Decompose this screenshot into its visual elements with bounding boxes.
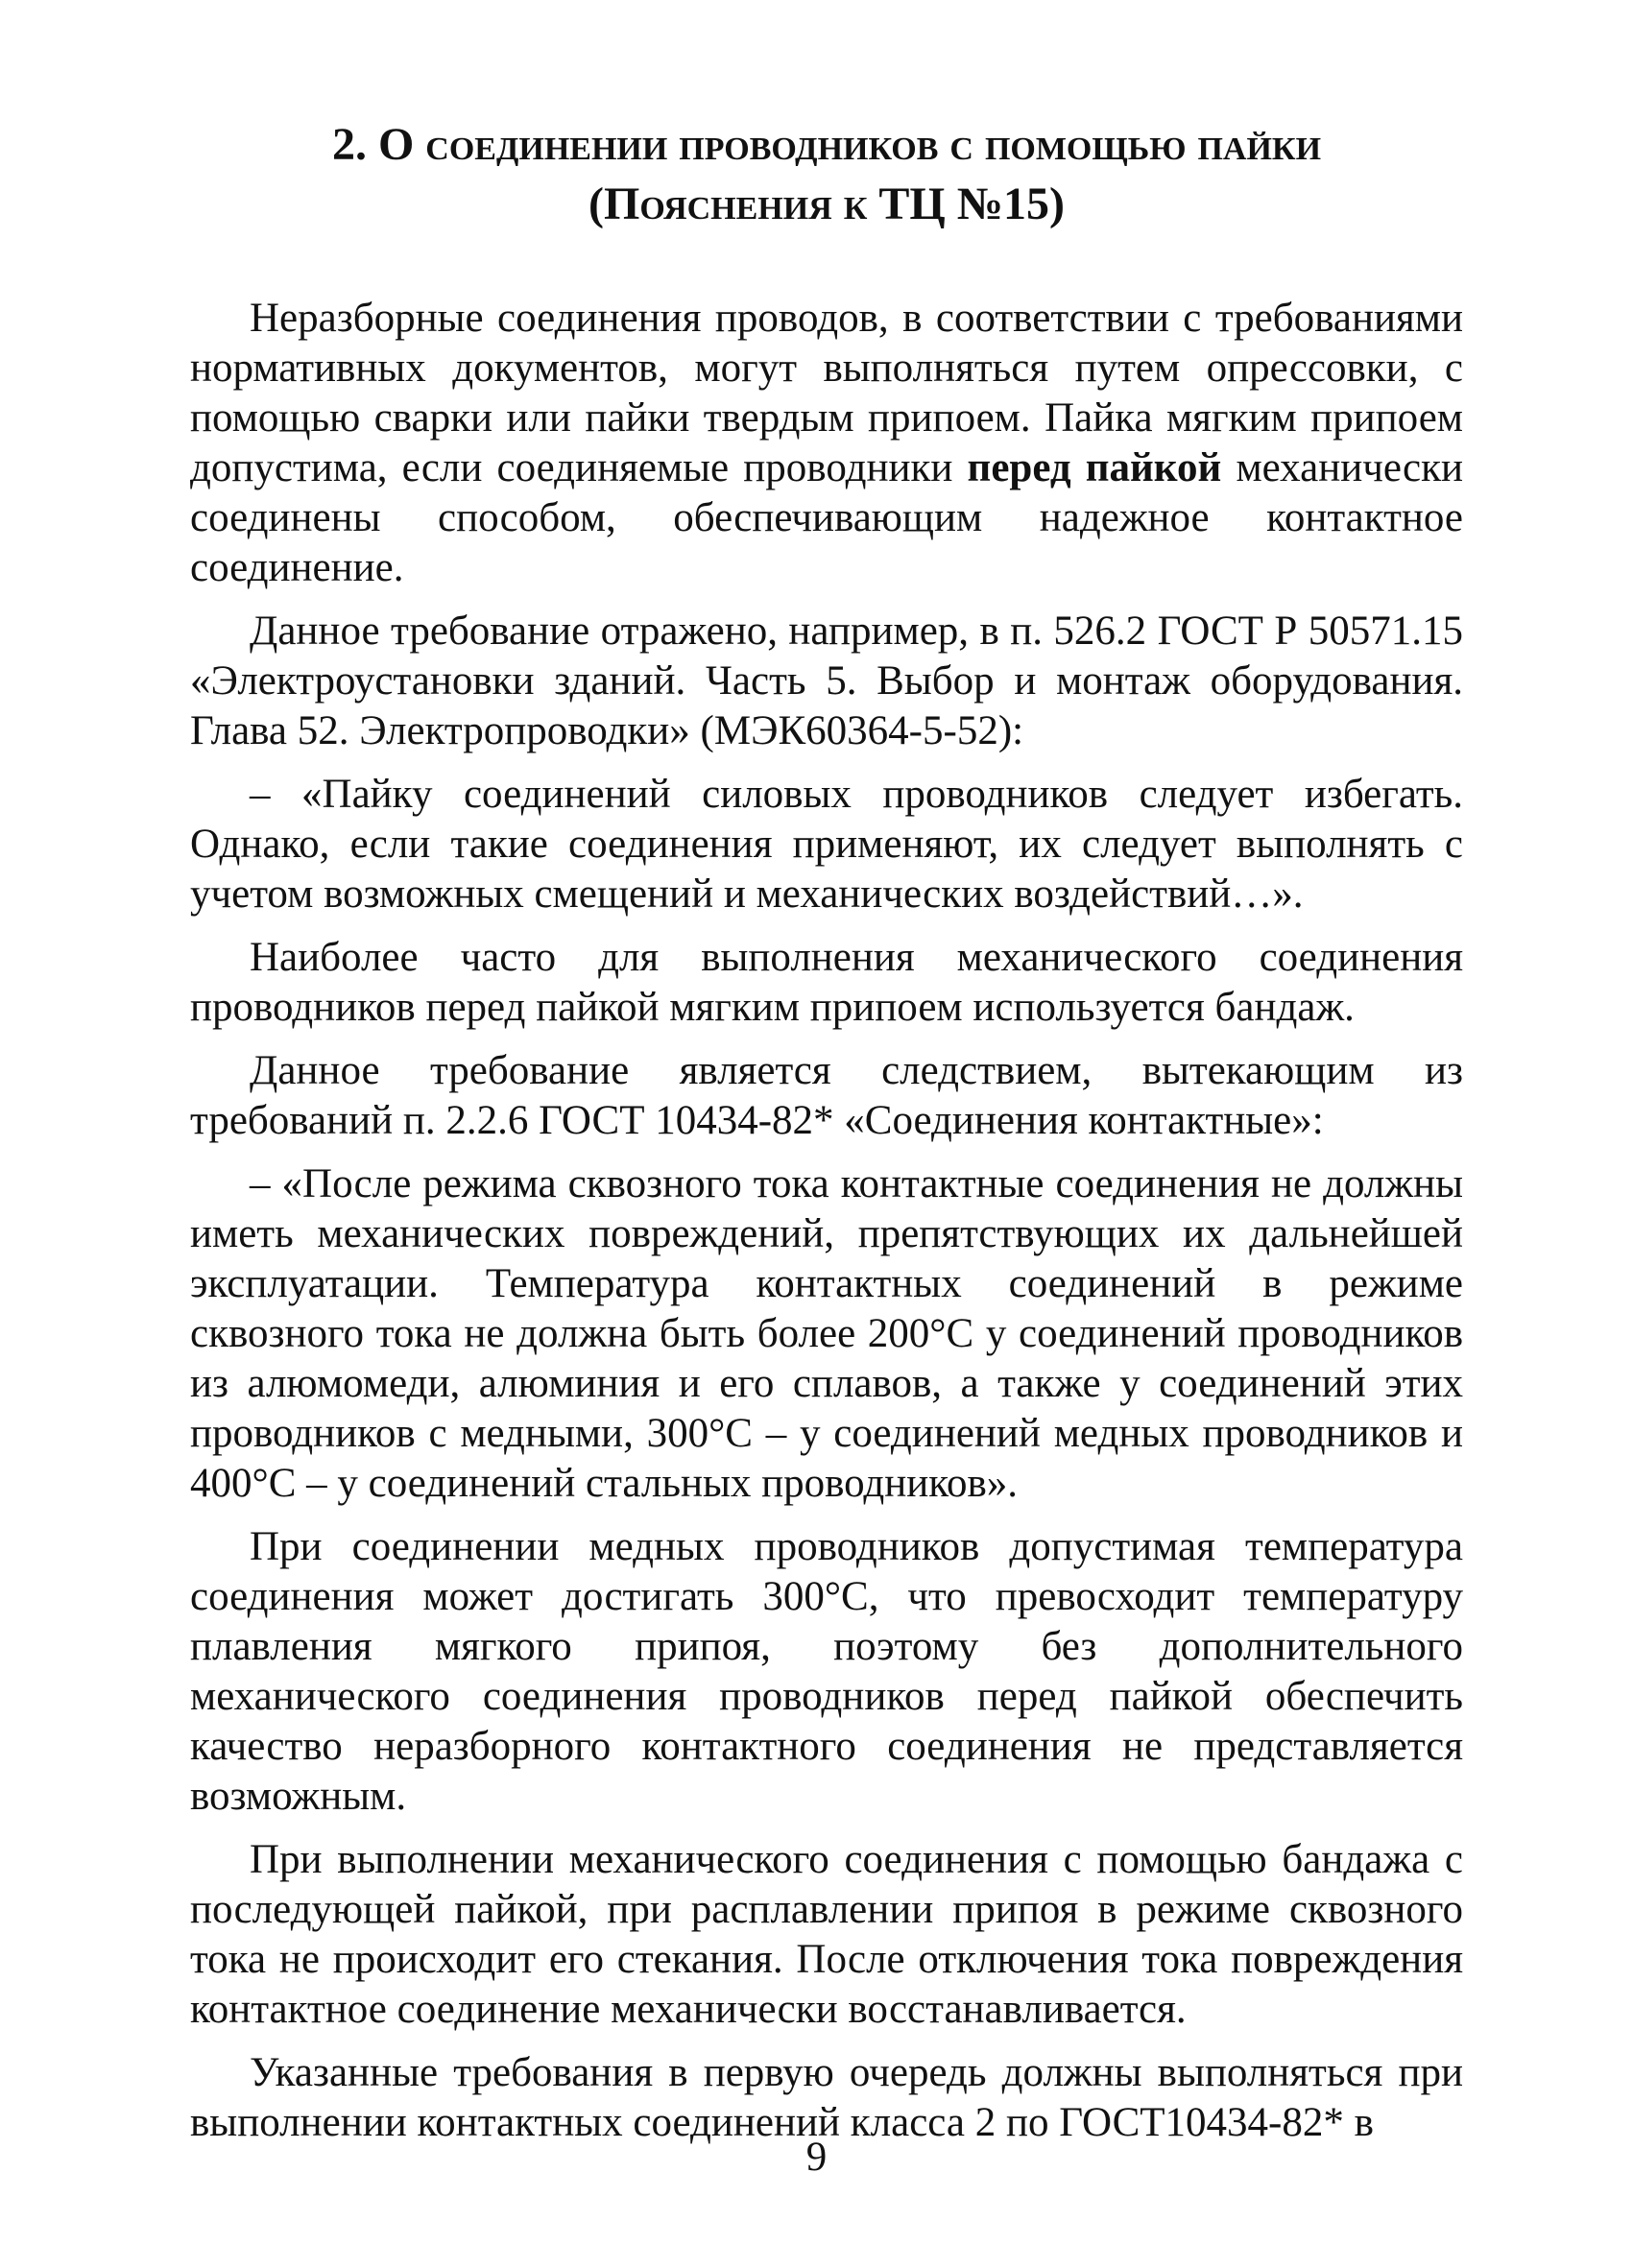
- paragraph-8: При выполнении механического соединения с помощью бандажа с последующей пайкой, при расплавлении припоя в режиме сквозного тока не происходит его стекания. После отключения тока повреждения контактное соединение механически восстанавливается.: [190, 1837, 1463, 2032]
- paragraph-2: Данное требование отражено, например, в п. 526.2 ГОСТ Р 50571.15 «Электроустановки зданий. Часть 5. Выбор и монтаж оборудования. Глава 52. Электропроводки» (МЭК60364-5-52):: [190, 609, 1463, 753]
- paragraph-1-bold: перед пайкой: [967, 445, 1222, 490]
- paragraph-1-text-a: Неразборные соединения проводов, в соответствии с требованиями нормативных документов, могут выполняться путем опрессовки, с помощью сварки или пайки твердым припоем. Пайка мягким припоем допустима, если соединяемые проводники: [190, 296, 1463, 490]
- paragraph-9: Указанные требования в первую очередь должны выполняться при выполнении контактных соединений класса 2 по ГОСТ10434-82* в: [190, 2050, 1463, 2145]
- section-title: [190, 115, 1463, 234]
- document-page: [190, 115, 1463, 2161]
- paragraph-1: [190, 294, 1463, 593]
- quote-2: – «После режима сквозного тока контактные соединения не должны иметь механических повреждений, препятствующих их дальнейшей эксплуатации. Температура контактных соединений в режиме сквозного тока не должна быть более 200°С у соединений проводников из алюмомеди, алюминия и его сплавов, а также у соединений этих проводников с медными, 300°С – у соединений медных проводников и 400°С – у соединений стальных проводников».: [190, 1161, 1463, 1506]
- paragraph-4: Наиболее часто для выполнения механического соединения проводников перед пайкой мягким припоем используется бандаж.: [190, 935, 1463, 1030]
- paragraph-1-text-b: механически соединены способом, обеспечивающим надежное контактное соединение.: [190, 445, 1463, 590]
- page-number: 9: [805, 2135, 828, 2180]
- paragraph-7: При соединении медных проводников допустимая температура соединения может достигать 300°С, что превосходит температуру плавления мягкого припоя, поэтому без дополнительного механического соединения проводников перед пайкой обеспечить качество неразборного контактного соединения не представляется возможным.: [190, 1524, 1463, 1819]
- title-line-2: (Пояснения к ТЦ №15): [588, 179, 1065, 229]
- title-line-1: 2. О соединении проводников с помощью пайки: [331, 119, 1322, 170]
- paragraph-5: Данное требование является следствием, вытекающим из требований п. 2.2.6 ГОСТ 10434-82* «Соединения контактные»:: [190, 1048, 1463, 1143]
- quote-1: – «Пайку соединений силовых проводников следует избегать. Однако, если такие соединения применяют, их следует выполнять с учетом возможных смещений и механических воздействий…».: [190, 772, 1463, 917]
